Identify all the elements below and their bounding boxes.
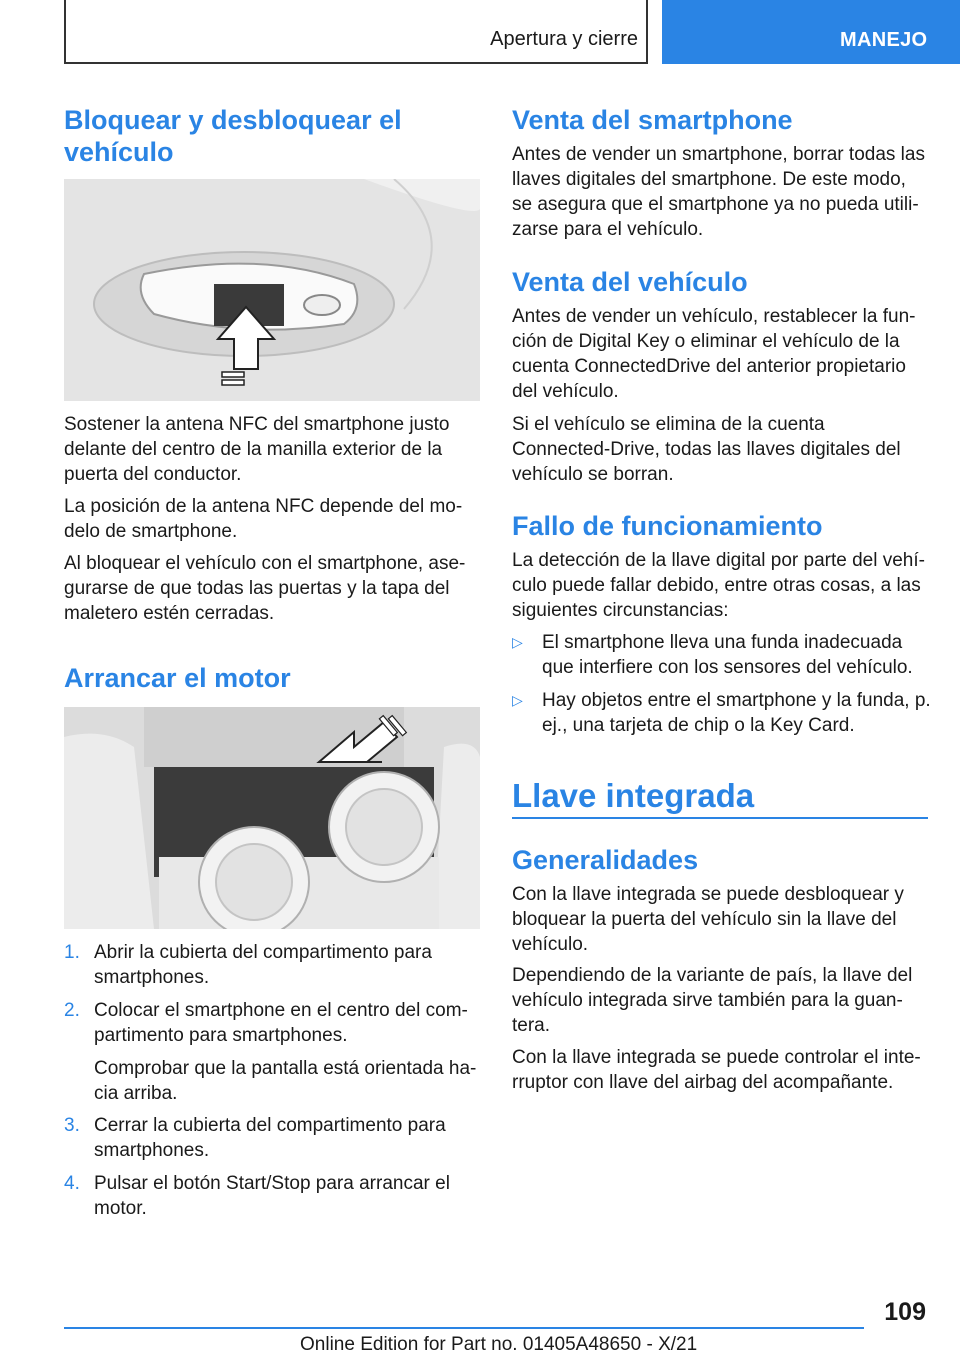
bullet-text: El smartphone lleva una funda inadecuada que interfiere con los sensores del vehículo. [542, 632, 913, 678]
bullet-text: Hay objetos entre el smartphone y la funda, p. ej., una tarjeta de chip o la Key Card. [542, 690, 931, 736]
paragraph: Sostener la antena NFC del smartphone justo delante del centro de la manilla exterior de la puerta del conductor. [64, 414, 450, 485]
step-number: 4. [64, 1173, 80, 1194]
step-text: Pulsar el botón Start/Stop para arrancar el motor. [94, 1173, 450, 1219]
step-number: 1. [64, 942, 80, 963]
heading-general: Generalidades [512, 845, 699, 875]
section-rule [512, 817, 928, 819]
paragraph: Con la llave integrada se puede desbloquear y bloquear la puerta del vehículo sin la llave del vehículo. [512, 884, 904, 955]
step-text: Comprobar que la pantalla está orientada ha-cia arriba. [94, 1058, 477, 1104]
triangle-bullet-icon: ▷ [512, 634, 523, 650]
edition-footer: Online Edition for Part no. 01405A48650 - X/21 [300, 1334, 698, 1355]
step-text: Colocar el smartphone en el centro del com-partimento para smartphones. [94, 1000, 468, 1046]
paragraph: Antes de vender un vehículo, restablecer la fun-ción de Digital Key o eliminar el vehículo de la cuenta ConnectedDrive del anterior propietario del vehículo. [512, 306, 916, 402]
chapter-tab-label: MANEJO [840, 29, 928, 51]
heading-malfunction: Fallo de funcionamiento [512, 511, 823, 541]
paragraph: La posición de la antena NFC depende del mo-delo de smartphone. [64, 496, 463, 542]
heading-start-engine: Arrancar el motor [64, 663, 291, 693]
paragraph: Si el vehículo se elimina de la cuenta Connected-Drive, todas las llaves digitales del vehículo se borran. [512, 414, 901, 485]
heading-sell-smartphone: Venta del smartphone [512, 105, 793, 135]
step-number: 3. [64, 1115, 80, 1136]
step-text: Abrir la cubierta del compartimento para smartphones. [94, 942, 432, 988]
paragraph: Al bloquear el vehículo con el smartphone, ase-gurarse de que todas las puertas y la tapa del maletero estén cerradas. [64, 553, 466, 624]
chapter-tab[interactable] [662, 0, 960, 64]
page-number: 109 [884, 1298, 926, 1326]
heading-sell-vehicle: Venta del vehículo [512, 267, 748, 297]
paragraph: Con la llave integrada se puede controlar el inte-rruptor con llave del airbag del acompañante. [512, 1047, 921, 1093]
footer-rule [64, 1327, 864, 1329]
paragraph: Antes de vender un smartphone, borrar todas las llaves digitales del smartphone. De este modo, se asegura que el smartphone ya no pueda utili-zarse para el vehículo. [512, 144, 925, 240]
door-handle-illustration [64, 179, 480, 401]
section-title: Apertura y cierre [490, 28, 638, 50]
phone-compartment-illustration [64, 707, 480, 929]
paragraph: La detección de la llave digital por parte del vehí-culo puede fallar debido, entre otras cosas, a las siguientes circunstancias: [512, 550, 925, 621]
heading-lock-unlock: Bloquear y desbloquear el vehículo [64, 105, 402, 167]
triangle-bullet-icon: ▷ [512, 692, 523, 708]
paragraph: Dependiendo de la variante de país, la llave del vehículo integrada sirve también para la guan-tera. [512, 965, 913, 1036]
step-text: Cerrar la cubierta del compartimento para smartphones. [94, 1115, 446, 1161]
step-number: 2. [64, 1000, 80, 1021]
heading-integrated-key: Llave integrada [512, 777, 755, 814]
